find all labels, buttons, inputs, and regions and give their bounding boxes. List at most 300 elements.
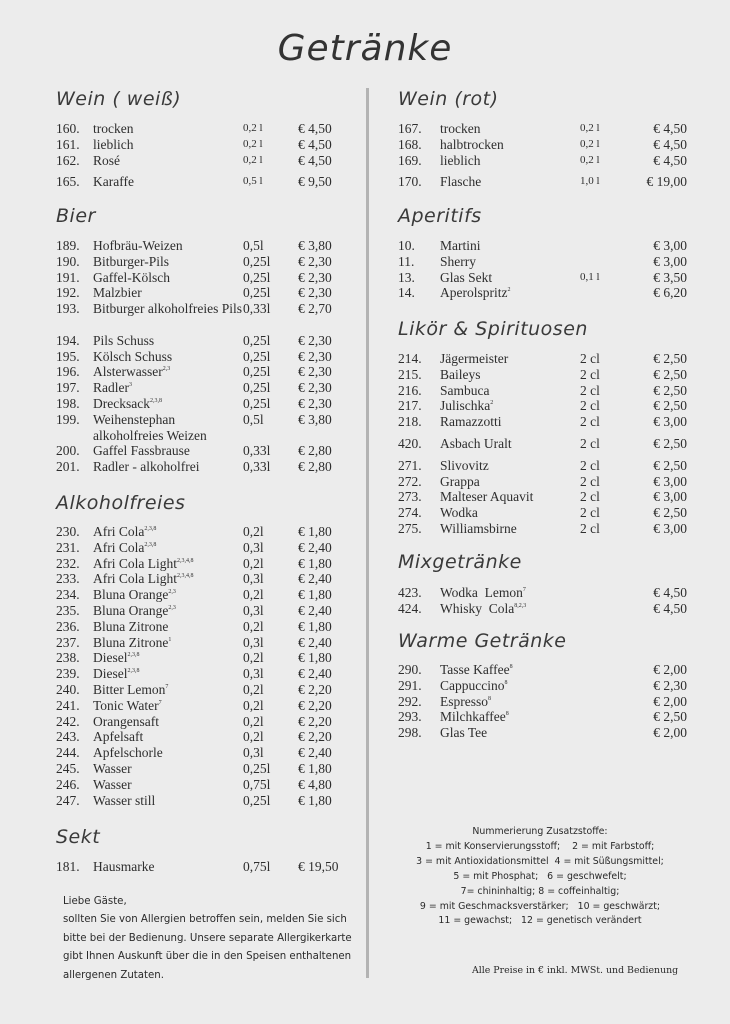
item-price: € 4,50 [653, 136, 687, 152]
item-number: 196. [56, 364, 80, 380]
item-price: € 2,40 [298, 666, 332, 682]
item-number: 11. [398, 253, 415, 269]
menu-item [56, 556, 356, 572]
item-name-text: Malteser Aquavit [440, 489, 534, 505]
section-heading-aperitifs: Aperitifs [398, 205, 482, 227]
item-name [93, 412, 243, 444]
additive-footnote: 1 [168, 636, 172, 643]
menu-item [56, 859, 356, 875]
item-name-text: Wasser [93, 776, 132, 792]
item-name [93, 666, 140, 682]
item-name [440, 678, 507, 694]
item-price: € 2,20 [298, 681, 332, 697]
allergy-note [63, 893, 363, 985]
item-number: 198. [56, 395, 80, 411]
menu-item [56, 714, 356, 730]
item-name [440, 270, 492, 286]
item-price: € 2,20 [298, 713, 332, 729]
item-quantity: 2 cl [580, 414, 600, 430]
item-price: € 1,80 [298, 555, 332, 571]
menu-item [56, 619, 356, 635]
item-quantity: 0,2l [243, 524, 264, 539]
item-price: € 2,50 [653, 351, 687, 366]
item-name-text: Cappuccino [440, 677, 505, 693]
menu-item [398, 474, 698, 490]
menu-item [56, 254, 356, 270]
item-number: 195. [56, 348, 80, 364]
item-quantity: 0,2l [243, 681, 264, 697]
item-name-text: Pils Schuss [93, 332, 155, 348]
menu-item [56, 729, 356, 745]
item-price: € 9,50 [298, 174, 332, 190]
menu-item [56, 459, 356, 475]
item-name-text: Tonic Water [93, 697, 159, 713]
item-price: € 1,80 [298, 760, 332, 776]
item-price: € 2,50 [653, 505, 687, 521]
item-name [440, 121, 480, 137]
price-note: Alle Preise in € inkl. MWSt. und Bedienung [472, 965, 679, 976]
item-name [93, 459, 199, 475]
item-quantity: 0,2l [243, 650, 264, 666]
item-name-text: Weihenstephan alkoholfreies Weizen [93, 411, 207, 443]
item-number: 230. [56, 524, 80, 539]
item-name-text: Bluna Zitrone [93, 618, 169, 634]
item-name-text: lieblich [440, 152, 481, 168]
item-name-text: Wasser still [93, 792, 156, 808]
additive-footnote: 2 [507, 287, 511, 294]
item-name-text: Malzbier [93, 285, 142, 301]
item-number: 165. [56, 174, 80, 190]
section-wein-weiss [56, 121, 356, 190]
item-name [93, 121, 133, 137]
item-name-text: Whisky Cola [440, 600, 515, 616]
item-quantity: 0,3l [243, 571, 264, 587]
item-quantity: 0,25l [243, 269, 271, 285]
item-quantity: 0,3l [243, 634, 264, 650]
item-quantity: 2 cl [580, 398, 600, 414]
item-name [440, 585, 526, 601]
item-price: € 2,30 [298, 380, 332, 396]
item-number: 244. [56, 745, 80, 761]
item-number: 242. [56, 713, 80, 729]
item-number: 200. [56, 443, 80, 459]
menu-item [398, 137, 698, 153]
menu-item [56, 682, 356, 698]
item-quantity: 0,2l [243, 618, 264, 634]
item-name-text: Radler [93, 380, 129, 396]
section-mixgetraenke [398, 585, 698, 617]
additive-footnote: 8 [505, 711, 509, 718]
item-price: € 2,50 [653, 457, 687, 473]
item-name [93, 333, 154, 349]
menu-item [56, 364, 356, 380]
item-quantity: 0,25l [243, 253, 271, 269]
item-name [440, 414, 501, 430]
item-name-text: Karaffe [93, 174, 134, 190]
item-quantity: 0,25l [243, 348, 271, 364]
item-number: 290. [398, 662, 422, 677]
item-number: 293. [398, 709, 422, 725]
additive-footnote: 2,3,8 [144, 526, 157, 532]
item-price: € 1,80 [298, 792, 332, 808]
item-name [440, 458, 489, 474]
item-name-text: Glas Sekt [440, 269, 493, 285]
item-number: 239. [56, 666, 80, 682]
item-name-text: Afri Cola [93, 539, 145, 555]
item-number: 237. [56, 634, 80, 650]
item-name [440, 662, 513, 678]
item-quantity: 0,2l [243, 697, 264, 713]
menu-item [56, 635, 356, 651]
item-price: € 1,80 [298, 650, 332, 666]
item-quantity: 0,2l [243, 555, 264, 571]
item-price: € 2,80 [298, 459, 332, 475]
menu-item [56, 121, 356, 137]
item-quantity: 0,1 l [580, 270, 600, 283]
item-number: 13. [398, 269, 415, 285]
item-name-text: Radler - alkoholfrei [93, 459, 200, 475]
item-price: € 1,80 [298, 618, 332, 634]
menu-item [398, 662, 698, 678]
item-number: 246. [56, 776, 80, 792]
item-quantity: 2 cl [580, 351, 600, 366]
menu-item [398, 458, 698, 474]
item-number: 291. [398, 677, 422, 693]
menu-item [398, 398, 698, 414]
item-number: 199. [56, 411, 80, 427]
item-quantity: 2 cl [580, 382, 600, 398]
item-name-text: Afri Cola Light [93, 571, 177, 587]
item-number: 194. [56, 332, 80, 348]
menu-item [398, 351, 698, 367]
item-quantity: 0,5 l [243, 175, 263, 188]
section-heading-wein-weiss: Wein ( weiß) [56, 88, 182, 110]
item-quantity: 0,25l [243, 792, 271, 808]
additives-heading: Nummerierung Zusatzstoffe: [472, 826, 608, 837]
item-name [93, 443, 190, 459]
item-number: 160. [56, 121, 80, 136]
item-name-text: Martini [440, 238, 481, 253]
item-price: € 3,00 [653, 473, 687, 489]
additive-footnote: 2,3 [162, 366, 171, 373]
menu-item [398, 285, 698, 301]
additives-line: 5 = mit Phosphat; 6 = geschwefelt; [453, 870, 627, 882]
item-number: 193. [56, 301, 80, 317]
additive-footnote: 2,3,8 [144, 541, 157, 548]
menu-item [56, 238, 356, 254]
item-price: € 19,50 [298, 859, 339, 874]
menu-item [398, 725, 698, 741]
menu-item [398, 121, 698, 137]
item-quantity: 2 cl [580, 473, 600, 489]
item-number: 273. [398, 489, 422, 505]
item-price: € 2,40 [298, 539, 332, 555]
item-name [93, 859, 154, 875]
item-name [440, 601, 526, 617]
menu-item [56, 777, 356, 793]
item-name-text: Flasche [440, 174, 482, 190]
section-heading-warme: Warme Getränke [398, 630, 567, 652]
item-name-text: Bluna Orange [93, 602, 169, 618]
item-quantity: 2 cl [580, 489, 600, 505]
item-name [93, 714, 159, 730]
item-quantity: 0,25l [243, 332, 271, 348]
item-name [93, 793, 155, 809]
item-name [440, 174, 481, 190]
item-name [93, 270, 170, 286]
item-name-text: Tasse Kaffee [440, 662, 510, 677]
menu-item [56, 540, 356, 556]
menu-item [398, 709, 698, 725]
additive-footnote: 2,3,8 [149, 397, 162, 404]
item-price: € 4,50 [653, 600, 687, 616]
item-name-text: Apfelsaft [93, 729, 144, 745]
item-number: 245. [56, 760, 80, 776]
additives-line: 7= chininhaltig; 8 = coffeinhaltig; [460, 885, 620, 897]
item-name-text: Sambuca [440, 382, 490, 398]
menu-item [56, 380, 356, 396]
section-sekt [56, 859, 356, 875]
item-name [93, 540, 156, 556]
section-heading-sekt: Sekt [56, 826, 101, 848]
item-name [93, 587, 176, 603]
menu-item [398, 383, 698, 399]
item-number: 423. [398, 585, 422, 600]
item-quantity: 0,75l [243, 776, 271, 792]
item-number: 181. [56, 859, 80, 874]
item-name-text: Ramazzotti [440, 414, 502, 430]
item-name-text: Aperolspritz [440, 285, 508, 301]
item-price: € 2,30 [298, 332, 332, 348]
column-divider [366, 88, 369, 978]
item-number: 191. [56, 269, 80, 285]
menu-item [398, 254, 698, 270]
item-price: € 3,80 [298, 238, 332, 253]
item-quantity: 0,75l [243, 859, 271, 874]
item-name-text: Jägermeister [440, 351, 509, 366]
item-name-text: Gaffel-Kölsch [93, 269, 170, 285]
item-name-text: lieblich [93, 136, 134, 152]
additive-footnote: 8,2,3 [514, 602, 527, 609]
item-quantity: 0,25l [243, 285, 271, 301]
item-name-text: Alsterwasser [93, 364, 163, 380]
item-name-text: Baileys [440, 366, 481, 382]
item-name-text: Glas Tee [440, 725, 488, 741]
item-number: 240. [56, 681, 80, 697]
item-price: € 2,40 [298, 634, 332, 650]
menu-item [56, 396, 356, 412]
item-number: 236. [56, 618, 80, 634]
allergy-greeting: Liebe Gäste, [63, 896, 127, 907]
item-name [93, 745, 163, 761]
item-name [93, 682, 168, 698]
item-name [440, 254, 476, 270]
item-price: € 3,00 [653, 238, 687, 253]
item-number: 272. [398, 473, 422, 489]
item-price: € 2,50 [653, 709, 687, 725]
menu-item [398, 270, 698, 286]
item-name [93, 349, 172, 365]
additive-footnote: 3 [129, 382, 132, 389]
menu-item [56, 666, 356, 682]
additive-footnote: 8 [488, 695, 491, 702]
item-name-text: Bitter Lemon [93, 681, 166, 697]
item-price: € 3,80 [298, 411, 332, 427]
item-number: 161. [56, 136, 80, 152]
additives-line: 1 = mit Konservierungsstoff; 2 = mit Farbstoff; [425, 840, 655, 852]
item-price: € 2,40 [298, 602, 332, 618]
additives-legend [395, 825, 685, 929]
item-name-text: Julischka [440, 398, 491, 414]
item-quantity: 0,2 l [243, 153, 263, 166]
menu-item [56, 285, 356, 301]
menu-item [56, 571, 356, 587]
item-number: 169. [398, 152, 422, 168]
item-name-text: Espresso [440, 693, 488, 709]
item-price: € 4,50 [298, 136, 332, 152]
section-heading-alkoholfreies: Alkoholfreies [56, 492, 186, 514]
item-quantity: 0,2 l [580, 137, 600, 150]
menu-item [56, 587, 356, 603]
item-name [93, 137, 134, 153]
item-name-text: Wasser [93, 760, 132, 776]
additives-line: 3 = mit Antioxidationsmittel 4 = mit Süßungsmittel; [416, 855, 664, 867]
menu-item [56, 793, 356, 809]
item-price: € 6,20 [653, 285, 687, 301]
item-price: € 4,50 [653, 585, 687, 600]
item-name [440, 521, 517, 537]
item-quantity: 0,3l [243, 602, 264, 618]
menu-item [398, 414, 698, 430]
item-name [440, 137, 504, 153]
section-wein-rot [398, 121, 698, 190]
item-name-text: Williamsbirne [440, 520, 517, 536]
item-price: € 3,50 [653, 269, 687, 285]
additive-footnote: 2,3,4,8 [177, 573, 194, 580]
item-price: € 3,00 [653, 253, 687, 269]
item-price: € 2,50 [653, 398, 687, 414]
menu-item [56, 603, 356, 619]
item-name [93, 619, 168, 635]
item-quantity: 0,33l [243, 301, 271, 317]
item-number: 162. [56, 152, 80, 168]
item-number: 10. [398, 238, 415, 253]
item-number: 168. [398, 136, 422, 152]
item-name [93, 364, 170, 380]
item-quantity: 0,5l [243, 411, 264, 427]
additives-line: 9 = mit Geschmacksverstärker; 10 = geschwärzt; [419, 900, 661, 912]
item-quantity: 0,2 l [243, 122, 263, 134]
item-name-text: Bluna Orange [93, 587, 169, 603]
item-quantity: 0,25l [243, 760, 271, 776]
item-price: € 2,40 [298, 745, 332, 761]
item-name-text: Hofbräu-Weizen [93, 238, 183, 253]
item-price: € 2,30 [298, 285, 332, 301]
item-name-text: Bitburger alkoholfreies Pils [93, 301, 242, 317]
menu-item [56, 349, 356, 365]
item-name-text: Wodka [440, 505, 478, 521]
item-name [93, 635, 171, 651]
item-number: 190. [56, 253, 80, 269]
item-price: € 3,00 [653, 414, 687, 430]
item-name [440, 474, 480, 490]
item-price: € 3,00 [653, 520, 687, 536]
additive-footnote: 2,3,8 [127, 668, 140, 675]
additives-line: 11 = gewachst; 12 = genetisch verändert [438, 915, 642, 927]
item-name [93, 777, 132, 793]
item-number: 170. [398, 174, 422, 190]
item-name-text: Diesel [93, 666, 128, 682]
item-name [440, 285, 510, 301]
item-price: € 2,30 [298, 364, 332, 380]
menu-item [56, 443, 356, 459]
additive-footnote: 2 [490, 400, 494, 407]
item-quantity: 0,33l [243, 443, 271, 459]
item-name-text: Slivovitz [440, 457, 489, 473]
additive-footnote: 2,3,8 [127, 652, 140, 659]
item-number: 197. [56, 380, 80, 396]
item-name-text: Afri Cola [93, 524, 145, 539]
menu-item [56, 301, 356, 333]
item-quantity: 0,2 l [243, 137, 263, 150]
item-quantity: 2 cl [580, 505, 600, 521]
item-price: € 4,50 [298, 121, 332, 136]
item-price: € 2,20 [298, 697, 332, 713]
item-price: € 2,00 [653, 725, 687, 741]
item-number: 189. [56, 238, 80, 253]
item-name [93, 524, 156, 540]
menu-item [398, 153, 698, 169]
item-price: € 2,00 [653, 662, 687, 677]
item-number: 14. [398, 285, 415, 301]
item-price: € 1,80 [298, 524, 332, 539]
item-name [440, 709, 509, 725]
item-name [440, 725, 487, 741]
section-alkoholfreies [56, 524, 356, 808]
item-name [440, 398, 493, 414]
item-number: 218. [398, 414, 422, 430]
item-name [93, 698, 162, 714]
item-number: 243. [56, 729, 80, 745]
item-name-text: Diesel [93, 650, 128, 666]
menu-item [56, 524, 356, 540]
item-name-text: Asbach Uralt [440, 435, 512, 451]
item-price: € 4,50 [653, 152, 687, 168]
menu-item [56, 137, 356, 153]
item-number: 241. [56, 697, 80, 713]
section-heading-likoer: Likör & Spirituosen [398, 318, 588, 340]
item-price: € 2,40 [298, 571, 332, 587]
item-number: 235. [56, 602, 80, 618]
item-quantity: 1,0 l [580, 175, 600, 188]
item-quantity: 0,3l [243, 539, 264, 555]
item-quantity: 0,2l [243, 729, 264, 745]
item-number: 234. [56, 587, 80, 603]
item-name [440, 694, 491, 710]
section-aperitifs [398, 238, 698, 301]
item-quantity: 2 cl [580, 457, 600, 473]
item-name-text: Grappa [440, 473, 480, 489]
item-price: € 2,30 [298, 269, 332, 285]
item-number: 216. [398, 382, 422, 398]
menu-item [398, 238, 698, 254]
menu-item [398, 678, 698, 694]
additive-footnote: 2,3,4,8 [177, 557, 194, 564]
menu-item [56, 174, 356, 190]
item-number: 298. [398, 725, 422, 741]
item-name [440, 383, 490, 399]
menu-item [398, 694, 698, 710]
